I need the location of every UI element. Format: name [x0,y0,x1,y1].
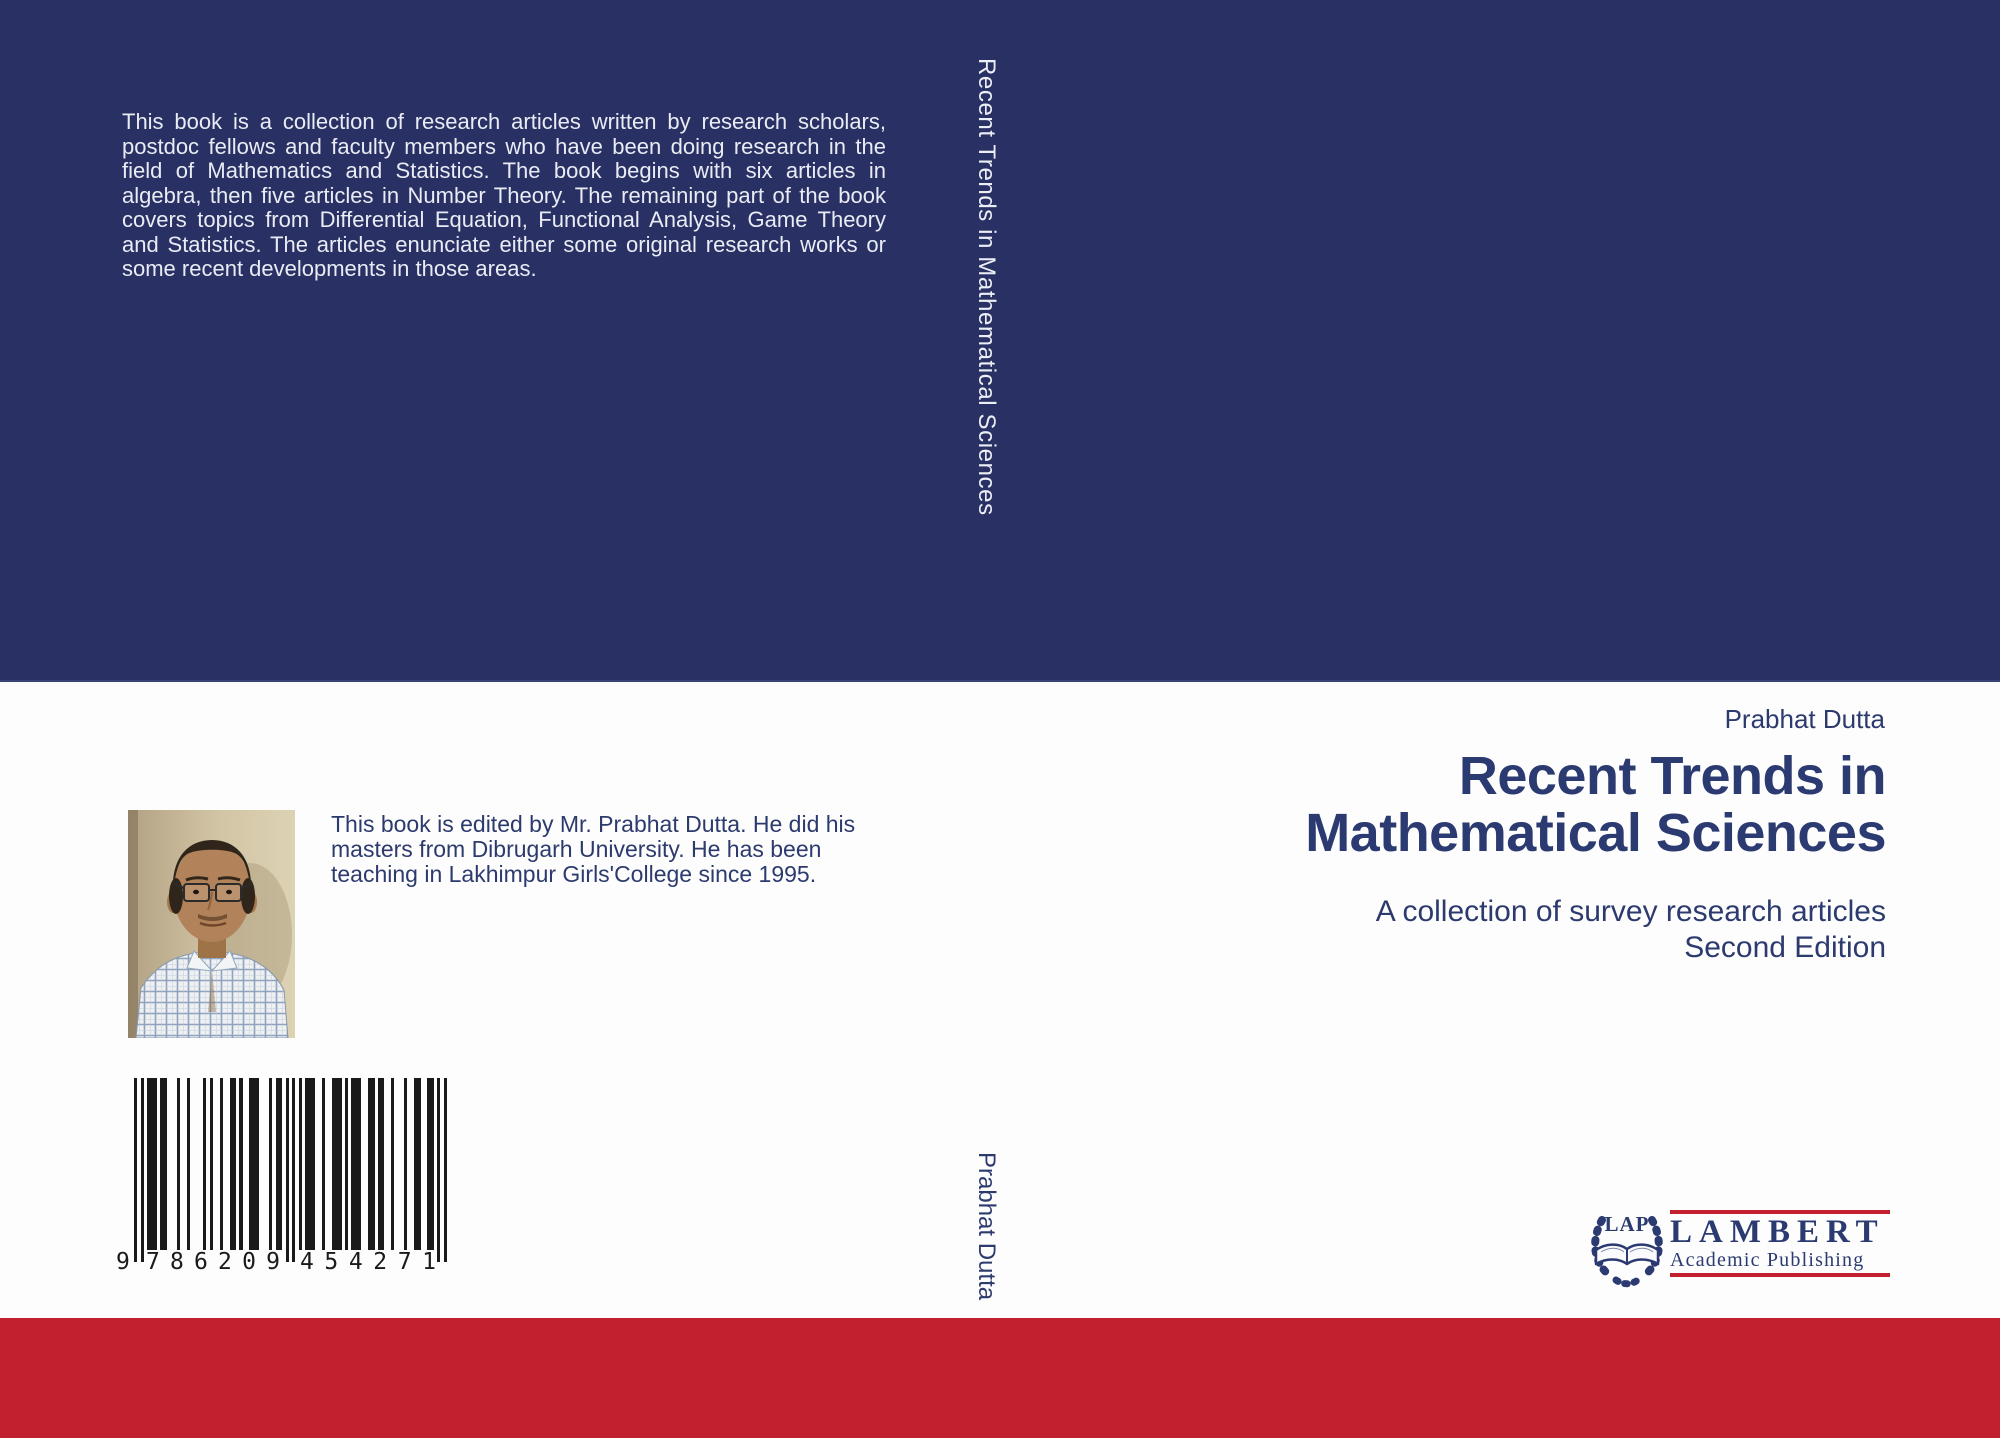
barcode-bar [368,1078,375,1250]
front-title [1305,748,1886,862]
barcode-bar [187,1078,190,1250]
bottom-red-band [0,1318,2000,1438]
barcode-bar [147,1078,157,1250]
barcode-bar [322,1078,325,1250]
lap-emblem [1586,1206,1668,1288]
lap-emblem-text: LAP [1604,1212,1650,1236]
editor-bio-line-2: masters from Dibrugarh University. He has been [331,836,822,862]
barcode-bar [230,1078,237,1250]
barcode-bar [299,1078,302,1250]
barcode-bar [160,1078,167,1250]
barcode-bar [220,1078,223,1250]
barcode-bar [249,1078,259,1250]
front-author-name: Prabhat Dutta [1724,704,1885,734]
barcode-bar [351,1078,361,1250]
barcode-bar [134,1078,137,1262]
editor-bio [331,812,855,887]
barcode-bar [332,1078,342,1250]
editor-photo [128,810,295,1038]
publisher-tagline: Academic Publishing [1670,1249,1865,1271]
barcode-bar [177,1078,180,1250]
barcode-first-digit: 9 [116,1249,130,1275]
back-cover-blurb: This book is a collection of research articles written by research scholars, postdoc fellows and faculty members who have been doing research in the field of Mathematics and Statistics. The book begins with six articles in algebra, then five articles in Number Theory. The remaining part of the book covers topics from Differential Equation, Functional Analysis, Game Theory and Statistics. The articles enunciate either some original research works or some recent developments in those areas. [122,109,886,281]
barcode-bar [305,1078,315,1250]
barcode-bar [427,1078,434,1250]
barcode-bar [444,1078,447,1262]
barcode-bar [378,1078,385,1250]
publisher-wordmark [1670,1210,1890,1277]
barcode-bar [345,1078,348,1250]
publisher-name: LAMBERT [1670,1214,1885,1250]
front-title-line-2: Mathematical Sciences [1305,803,1886,863]
barcode-bar [286,1078,289,1262]
open-book-icon [1596,1245,1658,1264]
barcode-bar [276,1078,283,1250]
barcode-right-digits: 4 5 4 2 7 1 [300,1249,436,1275]
barcode-bar [292,1078,295,1262]
editor-bio-line-1: This book is edited by Mr. Prabhat Dutta. He did his [331,811,856,837]
barcode-bar [391,1078,394,1250]
barcode-left-digits: 7 8 6 2 0 9 [146,1249,280,1275]
front-title-line-1: Recent Trends in [1458,746,1886,806]
barcode-bars [134,1078,447,1276]
barcode-bar [414,1078,421,1250]
front-subtitle [1376,894,1886,966]
barcode-bar [210,1078,213,1250]
barcode-bar [203,1078,206,1250]
barcode-bar [437,1078,440,1262]
barcode [116,1078,447,1276]
barcode-bar [239,1078,242,1250]
front-subtitle-line-2: Second Edition [1684,931,1886,964]
front-subtitle-line-1: A collection of survey research articles [1375,895,1886,928]
spine-author: Prabhat Dutta [973,1152,1000,1301]
barcode-bar [404,1078,407,1250]
barcode-bar [141,1078,144,1262]
spine-title: Recent Trends in Mathematical Sciences [973,58,1000,516]
editor-bio-line-3: teaching in Lakhimpur Girls'College since 1995. [331,861,817,887]
barcode-bar [269,1078,272,1250]
cover-top-panel [0,0,2000,682]
wordmark-rule-bottom [1670,1273,1890,1277]
